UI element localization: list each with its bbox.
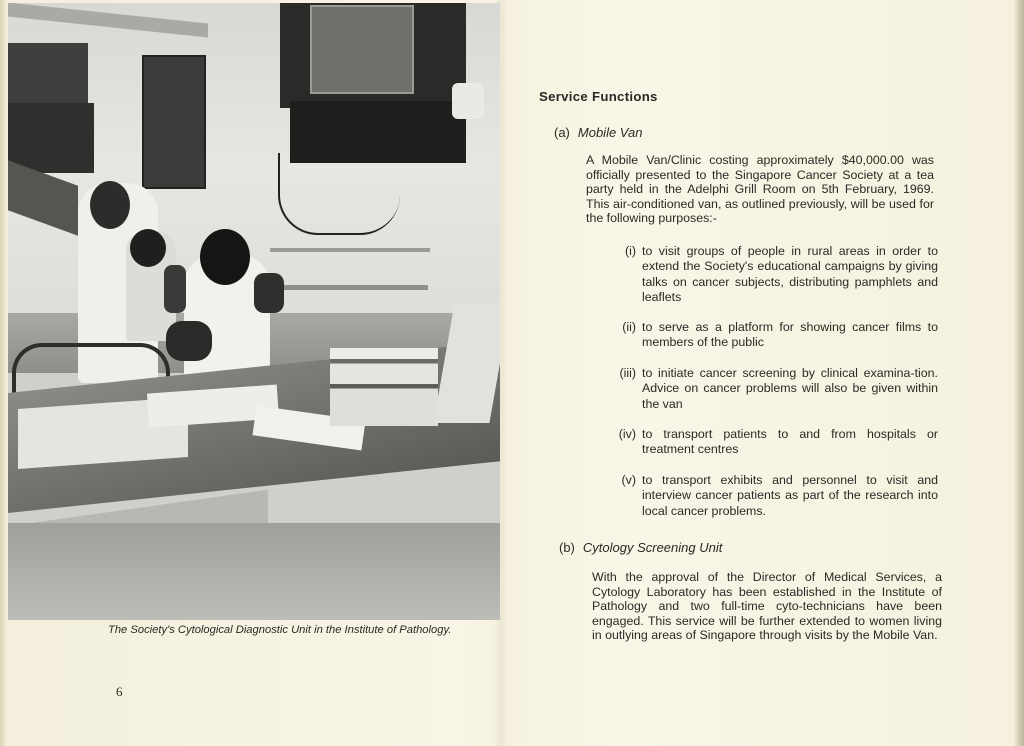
photo-caption: The Society's Cytological Diagnostic Unit in the Institute of Pathology. xyxy=(108,624,452,636)
page-number: 6 xyxy=(116,684,123,699)
photo-books xyxy=(330,348,438,426)
list-item xyxy=(596,427,938,458)
list-item-text: to transport patients to and from hospitals or treatment centres xyxy=(642,427,938,457)
list-item-number: (iii) xyxy=(619,366,636,380)
list-item-number: (v) xyxy=(621,473,636,487)
photo-wall-lamp xyxy=(452,83,484,119)
list-item xyxy=(596,320,938,351)
cytology-paragraph: With the approval of the Director of Medical Services, a Cytology Laboratory has been established in the Institute of Pathology and two full-time cyto-technicians have been engaged. This service will be further extended to women living in outlying areas of Singapore through visits by the Mobile Van. xyxy=(592,570,942,643)
subsection-marker: (a) xyxy=(554,125,570,140)
list-item-text: to serve as a platform for showing cancer films to members of the public xyxy=(642,320,938,350)
photo-chair xyxy=(166,321,212,361)
photo-desk-front xyxy=(8,523,500,620)
photo-wall-cabinet-lower xyxy=(8,103,94,173)
photo-cord xyxy=(278,153,400,235)
laboratory-photo xyxy=(8,3,500,620)
page-edge-left xyxy=(0,0,6,746)
list-item-text: to initiate cancer screening by clinical examina-tion. Advice on cancer problems will also be given within the van xyxy=(642,366,938,411)
list-item-number: (ii) xyxy=(622,320,636,334)
subsection-a-heading xyxy=(554,125,642,140)
page-edge-right xyxy=(1014,0,1024,746)
subsection-marker: (b) xyxy=(559,540,575,555)
photo-window xyxy=(142,55,206,189)
photo-shelf xyxy=(270,248,430,252)
photo-microscope xyxy=(164,265,186,313)
list-item-number: (i) xyxy=(624,244,636,258)
list-item-text: to transport exhibits and personnel to visit and interview cancer patients as part of the research into local cancer problems. xyxy=(642,473,938,518)
photo-person-head xyxy=(200,229,250,285)
section-heading: Service Functions xyxy=(539,89,658,104)
subsection-b-heading xyxy=(559,540,722,555)
photo-person-head xyxy=(130,229,166,267)
list-item xyxy=(596,244,938,306)
mobile-van-paragraph: A Mobile Van/Clinic costing approximately $40,000.00 was officially presented to the Singapore Cancer Society at a tea party held in the Adelphi Grill Room on 5th February, 1969. This air-conditioned van, as outlined previously, will be used for the following purposes:- xyxy=(586,153,934,226)
photo-shelf xyxy=(278,285,428,290)
photo-microscope xyxy=(254,273,284,313)
subsection-title: Cytology Screening Unit xyxy=(582,540,723,555)
list-item-number: (iv) xyxy=(618,427,636,441)
list-item-text: to visit groups of people in rural areas in order to extend the Society's educational campaigns by giving talks on cancer subjects, distributing pamphlets and leaflets xyxy=(642,244,938,305)
list-item xyxy=(596,366,938,412)
subsection-title: Mobile Van xyxy=(577,125,643,140)
list-item xyxy=(596,473,938,519)
photo-air-conditioner-panel xyxy=(310,5,414,94)
photo-person-head xyxy=(90,181,130,229)
